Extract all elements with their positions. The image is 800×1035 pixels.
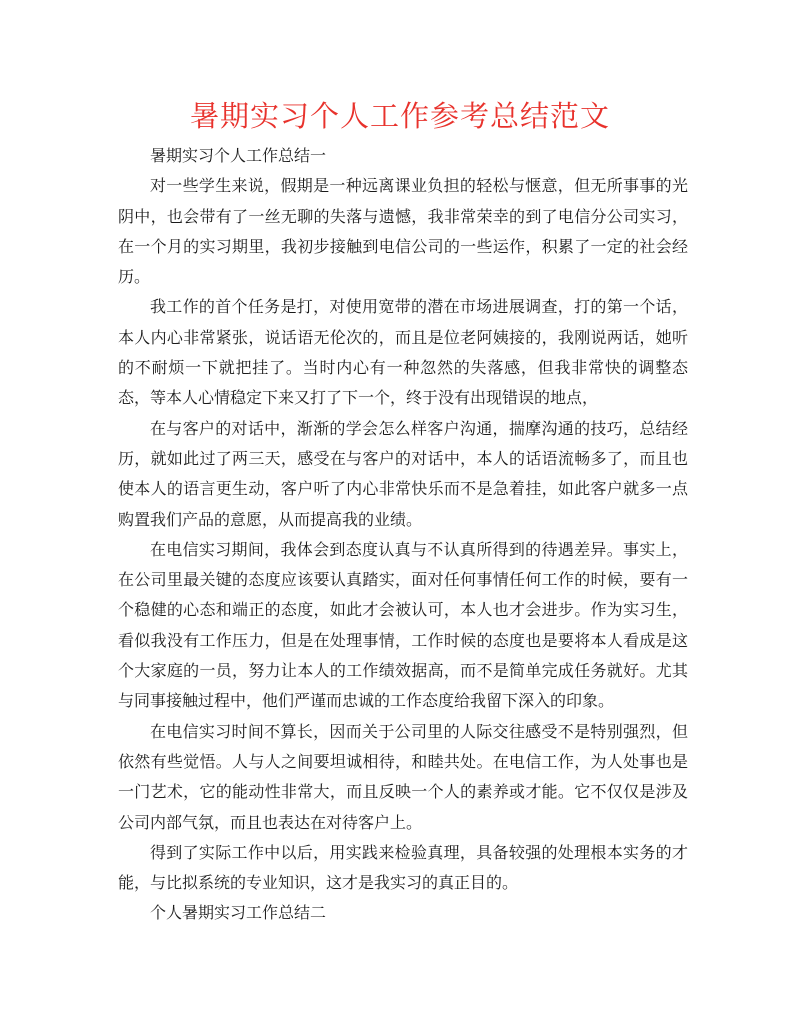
document-body <box>118 141 688 929</box>
document-title: 暑期实习个人工作参考总结范文 <box>189 99 610 133</box>
paragraph-4: 在电信实习期间，我体会到态度认真与不认真所得到的待遇差异。事实上，在公司里最关键的态度应该要认真踏实，面对任何事情任何工作的时候，要有一个稳健的心态和端正的态度，如此才会被认可，本人也才会进步。作为实习生，看似我没有工作压力，但是在处理事情，工作时候的态度也是要将本人看成是这个大家庭的一员，努力让本人的工作绩效据高，而不是简单完成任务就好。尤其与同事接触过程中，他们严谨而忠诚的工作态度给我留下深入的印象。 <box>118 539 688 711</box>
paragraph-5: 在电信实习时间不算长，因而关于公司里的人际交往感受不是特别强烈，但依然有些觉悟。人与人之间要坦诚相待，和睦共处。在电信工作，为人处事也是一门艺术，它的能动性非常大，而且反映一个人的素养或才能。它不仅仅是涉及公司内部气氛，而且也表达在对待客户上。 <box>118 721 688 832</box>
paragraph-3: 在与客户的对话中，渐渐的学会怎么样客户沟通，揣摩沟通的技巧，总结经历，就如此过了两三天，感受在与客户的对话中，本人的话语流畅多了，而且也使本人的语言更生动，客户听了内心非常快乐而不是急着挂，如此客户就多一点购置我们产品的意愿，从而提高我的业绩。 <box>118 418 688 529</box>
paragraph-2: 我工作的首个任务是打，对使用宽带的潜在市场进展调查，打的第一个话，本人内心非常紧张，说话语无伦次的，而且是位老阿姨接的，我刚说两话，她听的不耐烦一下就把挂了。当时内心有一种忽然的失落感，但我非常快的调整态态，等本人心情稳定下来又打了下一个，终于没有出现错误的地点， <box>118 297 688 408</box>
section-heading-2: 个人暑期实习工作总结二 <box>150 903 327 923</box>
paragraph-1: 对一些学生来说，假期是一种远离课业负担的轻松与惬意，但无所事事的光阴中，也会带有了一丝无聊的失落与遗憾，我非常荣幸的到了电信分公司实习，在一个月的实习期里，我初步接触到电信公司的一些运作，积累了一定的社会经历。 <box>118 176 688 287</box>
section-heading-1: 暑期实习个人工作总结一 <box>150 146 327 165</box>
paragraph-6: 得到了实际工作中以后，用实践来检验真理，具备较强的处理根本实务的才能，与比拟系统的专业知识，这才是我实习的真正目的。 <box>118 842 688 893</box>
